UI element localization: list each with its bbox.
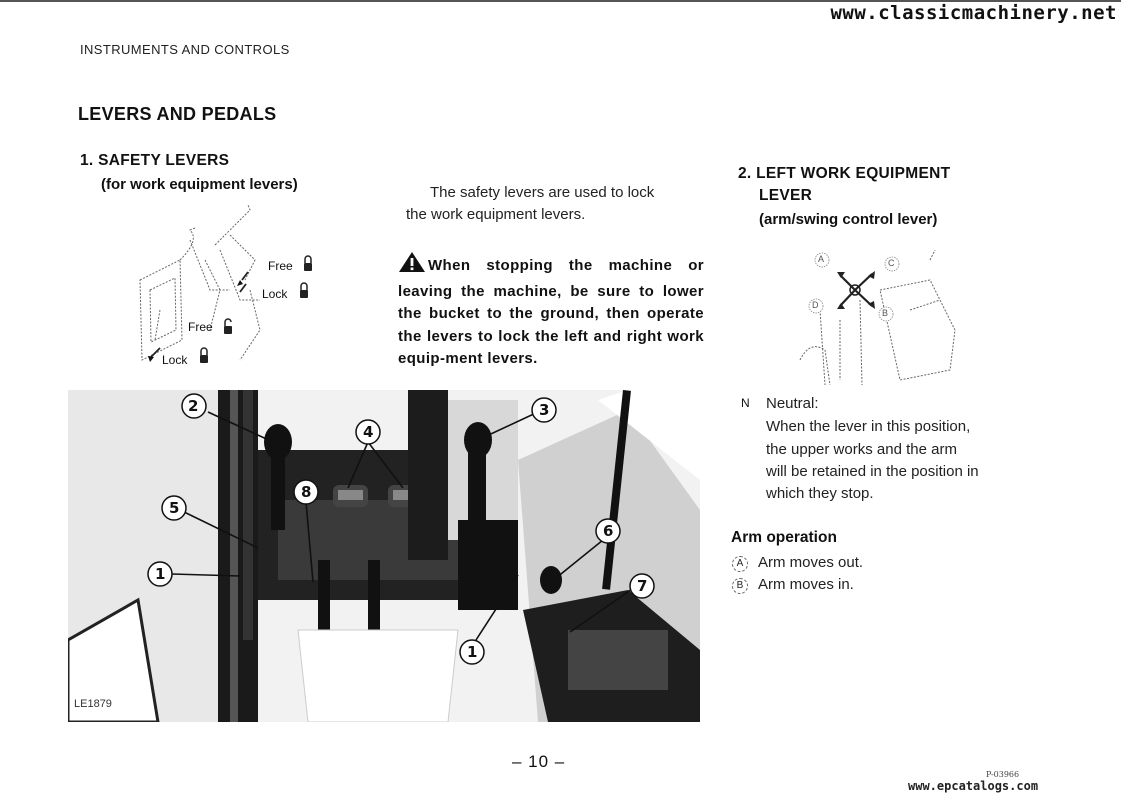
warning-triangle-icon bbox=[398, 251, 426, 281]
photo-callout-1-bottom: 1 bbox=[467, 643, 478, 661]
photo-callout-7: 7 bbox=[637, 577, 648, 595]
neutral-title: Neutral: bbox=[766, 395, 819, 412]
safety-lever-diagram bbox=[120, 200, 350, 380]
control-lever-diagram bbox=[780, 240, 970, 385]
item1-description-line1: The safety levers are used to lock bbox=[430, 184, 655, 201]
photo-callout-8: 8 bbox=[301, 483, 312, 501]
item1-description-line2: the work equipment levers. bbox=[406, 206, 586, 223]
item2-subtitle: (arm/swing control lever) bbox=[759, 211, 938, 228]
neutral-line2: the upper works and the arm bbox=[766, 441, 957, 458]
diagram-label-c: C bbox=[888, 258, 895, 268]
diagram-label-d: D bbox=[812, 300, 819, 310]
photo-callout-5: 5 bbox=[169, 499, 180, 517]
page-header: INSTRUMENTS AND CONTROLS bbox=[80, 42, 290, 57]
photo-callout-1-left: 1 bbox=[155, 565, 166, 583]
photo-code: LE1879 bbox=[74, 698, 112, 710]
diagram-label-free-lower: Free bbox=[188, 320, 213, 334]
photo-callout-4: 4 bbox=[363, 423, 374, 441]
diagram-label-lock-upper: Lock bbox=[262, 287, 288, 301]
item1-subtitle: (for work equipment levers) bbox=[101, 176, 298, 193]
warning-block bbox=[398, 251, 704, 371]
mark-b: B bbox=[732, 578, 748, 594]
diagram-label-b: B bbox=[882, 308, 889, 318]
arm-operation-text-b: Arm moves in. bbox=[758, 576, 854, 593]
footer-website: www.epcatalogs.com bbox=[908, 779, 1039, 793]
neutral-mark: N bbox=[741, 396, 750, 410]
arm-operation-title: Arm operation bbox=[731, 529, 837, 546]
photo-callouts bbox=[68, 390, 700, 722]
photo-callout-6: 6 bbox=[603, 522, 614, 540]
photo-callout-2: 2 bbox=[188, 397, 199, 415]
neutral-line3: will be retained in the position in bbox=[766, 463, 979, 480]
section-title: LEVERS AND PEDALS bbox=[78, 104, 277, 124]
page-code: P-03966 bbox=[986, 770, 1020, 779]
neutral-line4: which they stop. bbox=[766, 485, 874, 502]
item2-title-line1: 2. LEFT WORK EQUIPMENT bbox=[738, 165, 951, 182]
photo-callout-3: 3 bbox=[539, 401, 550, 419]
neutral-line1: When the lever in this position, bbox=[766, 418, 971, 435]
item2-title-line2: LEVER bbox=[759, 187, 813, 204]
mark-a: A bbox=[732, 556, 748, 572]
diagram-label-lock-lower: Lock bbox=[162, 353, 188, 367]
arm-operation-item-a bbox=[732, 552, 863, 574]
page-number: – 10 – bbox=[512, 752, 566, 771]
diagram-label-free-upper: Free bbox=[268, 259, 293, 273]
arm-operation-item-b bbox=[732, 574, 854, 596]
diagram-label-a: A bbox=[818, 254, 825, 264]
arm-operation-text-a: Arm moves out. bbox=[758, 554, 864, 571]
source-website: www.classicmachinery.net bbox=[830, 2, 1117, 24]
item1-title: 1. SAFETY LEVERS bbox=[80, 152, 230, 169]
warning-text: When stopping the machine or leaving the machine, be sure to lower the bucket to the ground, then operate the levers to lock the left and right work equip-ment levers. bbox=[398, 257, 704, 367]
